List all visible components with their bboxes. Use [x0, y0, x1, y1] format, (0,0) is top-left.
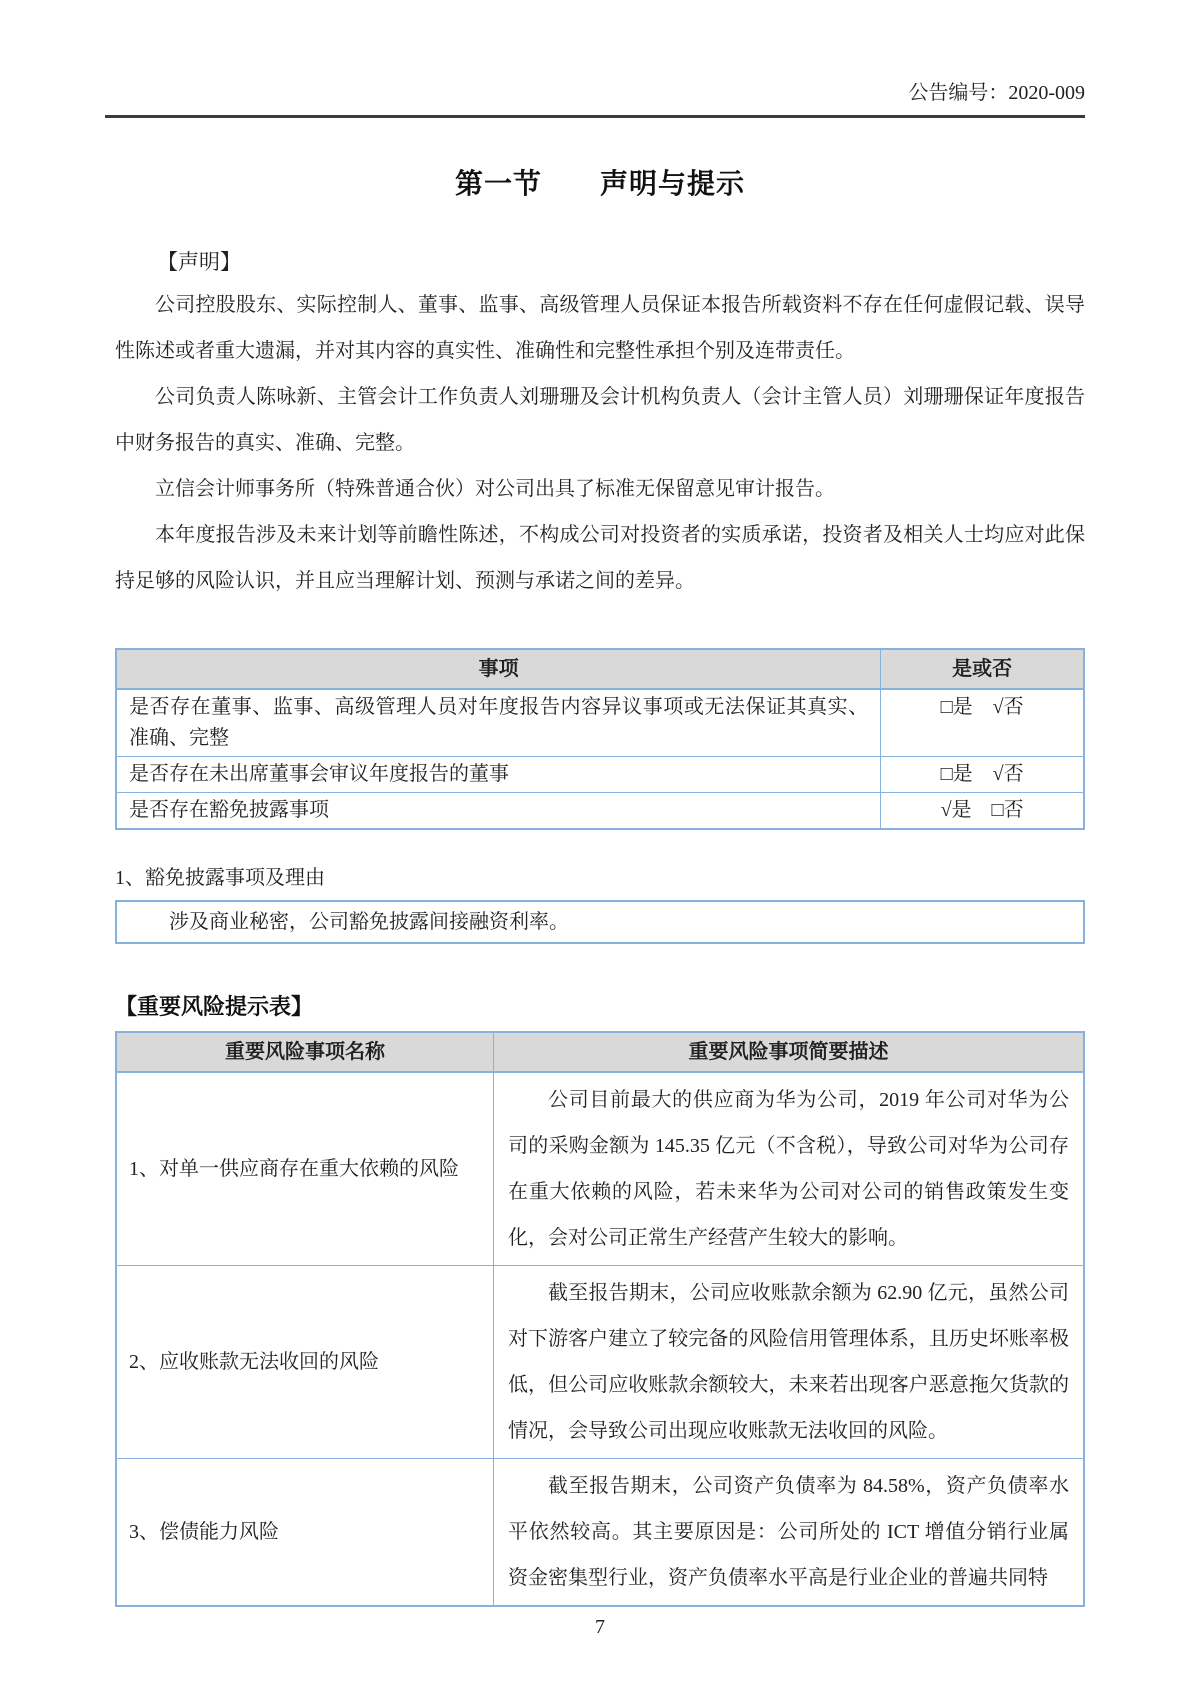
risk-table-header-row: [116, 1032, 1084, 1072]
table-row: [116, 1459, 1084, 1607]
risk-name: 3、偿债能力风险: [116, 1459, 494, 1607]
table-row: [116, 757, 1084, 793]
table-row: [116, 689, 1084, 757]
declaration-answer: □是 √否: [881, 757, 1084, 793]
declaration-item: 是否存在董事、监事、高级管理人员对年度报告内容异议事项或无法保证其真实、准确、完整: [116, 689, 881, 757]
statement-heading: 【声明】: [157, 250, 241, 274]
header: [115, 80, 1085, 106]
exemption-box: [115, 900, 1085, 944]
declaration-answer: √是 □否: [881, 793, 1084, 830]
column-header-item: 事项: [116, 649, 881, 689]
declaration-table: [115, 648, 1085, 830]
declaration-answer: □是 √否: [881, 689, 1084, 757]
declaration-table-header-row: [116, 649, 1084, 689]
risk-table-heading: 【重要风险提示表】: [115, 994, 314, 1019]
paragraph-2: 公司负责人陈咏新、主管会计工作负责人刘珊珊及会计机构负责人（会计主管人员）刘珊珊保证年度报告中财务报告的真实、准确、完整。: [115, 386, 1085, 454]
page-number: 7: [595, 1616, 605, 1638]
risk-name: 2、应收账款无法收回的风险: [116, 1266, 494, 1459]
exemption-content: 涉及商业秘密，公司豁免披露间接融资利率。: [169, 911, 569, 933]
risk-description: 公司目前最大的供应商为华为公司，2019 年公司对华为公司的采购金额为 145.35 亿元（不含税），导致公司对华为公司存在重大依赖的风险，若未来华为公司对公司的销售政策发生变化，会对公司正常生产经营产生较大的影响。: [494, 1072, 1084, 1266]
header-rule: [105, 115, 1085, 118]
table-row: [116, 793, 1084, 830]
column-header-risk-name: 重要风险事项名称: [116, 1032, 494, 1072]
risk-description: 截至报告期末，公司应收账款余额为 62.90 亿元，虽然公司对下游客户建立了较完备的风险信用管理体系，且历史坏账率极低，但公司应收账款余额较大，未来若出现客户恶意拖欠货款的情况，会导致公司出现应收账款无法收回的风险。: [494, 1266, 1084, 1459]
paragraph-3: 立信会计师事务所（特殊普通合伙）对公司出具了标准无保留意见审计报告。: [155, 478, 835, 500]
risk-description: 截至报告期末，公司资产负债率为 84.58%，资产负债率水平依然较高。其主要原因是：公司所处的 ICT 增值分销行业属资金密集型行业，资产负债率水平高是行业企业的普遍共同特: [494, 1459, 1084, 1607]
column-header-yes-no: 是或否: [881, 649, 1084, 689]
risk-name: 1、对单一供应商存在重大依赖的风险: [116, 1072, 494, 1266]
paragraph-4: 本年度报告涉及未来计划等前瞻性陈述，不构成公司对投资者的实质承诺，投资者及相关人士均应对此保持足够的风险认识，并且应当理解计划、预测与承诺之间的差异。: [115, 524, 1085, 592]
declaration-item: 是否存在豁免披露事项: [116, 793, 881, 830]
exemption-heading: 1、豁免披露事项及理由: [115, 867, 325, 889]
paragraph-1: 公司控股股东、实际控制人、董事、监事、高级管理人员保证本报告所载资料不存在任何虚假记载、误导性陈述或者重大遗漏，并对其内容的真实性、准确性和完整性承担个别及连带责任。: [115, 294, 1085, 362]
table-row: [116, 1266, 1084, 1459]
column-header-risk-description: 重要风险事项简要描述: [494, 1032, 1084, 1072]
page-title: 第一节 声明与提示: [454, 168, 745, 199]
statement-paragraphs: [115, 282, 1085, 604]
doc-number: 公告编号：2020-009: [908, 82, 1085, 104]
declaration-item: 是否存在未出席董事会审议年度报告的董事: [116, 757, 881, 793]
risk-table: [115, 1031, 1085, 1607]
table-row: [116, 1072, 1084, 1266]
